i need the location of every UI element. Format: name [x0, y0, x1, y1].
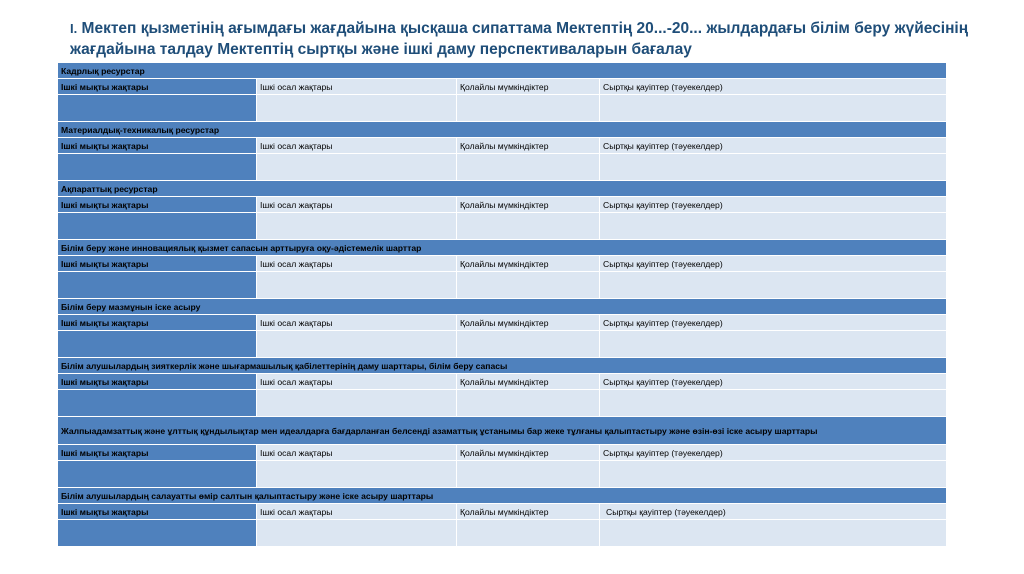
column-header: Сыртқы қауіптер (тәуекелдер) — [600, 445, 947, 461]
section-title: Жалпыадамзаттық және ұлттық құндылықтар мен идеалдарға бағдарланған белсенді азаматтық ұстанымы бар жеке тұлғаны қалыптастыру және өзін-өзі іске асыру шарттары — [58, 417, 947, 445]
section-row — [58, 240, 947, 256]
column-header: Ішкі мықты жақтары — [58, 197, 257, 213]
column-header: Қолайлы мүмкіндіктер — [457, 445, 600, 461]
entry-row — [58, 272, 947, 299]
entry-cell[interactable] — [58, 390, 257, 417]
entry-cell[interactable] — [457, 390, 600, 417]
page-title — [70, 18, 970, 60]
section-title: Материалдық-техникалық ресурстар — [58, 122, 947, 138]
entry-cell[interactable] — [457, 154, 600, 181]
column-header: Қолайлы мүмкіндіктер — [457, 138, 600, 154]
entry-cell[interactable] — [600, 331, 947, 358]
title-text: Мектеп қызметінің ағымдағы жағдайына қысқаша сипаттама Мектептің 20...-20... жылдардағы білім беру жүйесінің жағдайына талдау Мектептің сыртқы және ішкі даму перспективаларын бағалау — [70, 20, 969, 58]
entry-row — [58, 331, 947, 358]
column-header: Сыртқы қауіптер (тәуекелдер) — [600, 374, 947, 390]
entry-row — [58, 154, 947, 181]
entry-cell[interactable] — [58, 95, 257, 122]
entry-cell[interactable] — [58, 272, 257, 299]
section-row — [58, 299, 947, 315]
column-header-row — [58, 197, 947, 213]
title-roman-numeral: I. — [70, 21, 78, 36]
entry-cell[interactable] — [457, 272, 600, 299]
column-header: Ішкі осал жақтары — [257, 504, 457, 520]
entry-cell[interactable] — [457, 95, 600, 122]
column-header-row — [58, 504, 947, 520]
column-header-row — [58, 445, 947, 461]
column-header: Қолайлы мүмкіндіктер — [457, 79, 600, 95]
section-row — [58, 122, 947, 138]
entry-cell[interactable] — [58, 461, 257, 488]
column-header: Ішкі осал жақтары — [257, 79, 457, 95]
column-header: Ішкі осал жақтары — [257, 256, 457, 272]
section-title: Кадрлық ресурстар — [58, 63, 947, 79]
column-header: Қолайлы мүмкіндіктер — [457, 256, 600, 272]
column-header: Ішкі мықты жақтары — [58, 256, 257, 272]
section-title: Білім беру мазмұнын іске асыру — [58, 299, 947, 315]
swot-table-body — [58, 63, 947, 547]
entry-cell[interactable] — [600, 461, 947, 488]
column-header: Қолайлы мүмкіндіктер — [457, 315, 600, 331]
column-header: Ішкі осал жақтары — [257, 315, 457, 331]
entry-cell[interactable] — [600, 95, 947, 122]
entry-cell[interactable] — [257, 95, 457, 122]
entry-cell[interactable] — [600, 154, 947, 181]
entry-cell[interactable] — [58, 520, 257, 547]
entry-row — [58, 390, 947, 417]
column-header: Ішкі мықты жақтары — [58, 79, 257, 95]
entry-cell[interactable] — [457, 213, 600, 240]
column-header-row — [58, 315, 947, 331]
column-header: Ішкі осал жақтары — [257, 445, 457, 461]
section-row — [58, 358, 947, 374]
entry-cell[interactable] — [600, 213, 947, 240]
column-header: Ішкі мықты жақтары — [58, 504, 257, 520]
column-header: Қолайлы мүмкіндіктер — [457, 374, 600, 390]
section-title: Ақпараттық ресурстар — [58, 181, 947, 197]
column-header: Қолайлы мүмкіндіктер — [457, 197, 600, 213]
entry-cell[interactable] — [257, 390, 457, 417]
section-title: Білім алушылардың зияткерлік және шығармашылық қабілеттерінің даму шарттары, білім беру сапасы — [58, 358, 947, 374]
column-header: Сыртқы қауіптер (тәуекелдер) — [600, 79, 947, 95]
entry-cell[interactable] — [600, 272, 947, 299]
entry-row — [58, 461, 947, 488]
entry-cell[interactable] — [58, 331, 257, 358]
entry-cell[interactable] — [58, 213, 257, 240]
entry-cell[interactable] — [257, 331, 457, 358]
section-title: Білім беру және инновациялық қызмет сапасын арттыруға оқу-әдістемелік шарттар — [58, 240, 947, 256]
column-header: Ішкі осал жақтары — [257, 197, 457, 213]
entry-row — [58, 213, 947, 240]
column-header-row — [58, 79, 947, 95]
column-header: Сыртқы қауіптер (тәуекелдер) — [600, 256, 947, 272]
column-header: Сыртқы қауіптер (тәуекелдер) — [600, 315, 947, 331]
column-header: Ішкі мықты жақтары — [58, 445, 257, 461]
entry-cell[interactable] — [58, 154, 257, 181]
entry-cell[interactable] — [257, 213, 457, 240]
swot-table — [57, 62, 947, 547]
entry-row — [58, 520, 947, 547]
column-header: Сыртқы қауіптер (тәуекелдер) — [600, 197, 947, 213]
entry-row — [58, 95, 947, 122]
column-header: Қолайлы мүмкіндіктер — [457, 504, 600, 520]
entry-cell[interactable] — [257, 154, 457, 181]
column-header: Ішкі мықты жақтары — [58, 315, 257, 331]
section-title: Білім алушылардың салауатты өмір салтын қалыптастыру және іске асыру шарттары — [58, 488, 947, 504]
section-row — [58, 488, 947, 504]
entry-cell[interactable] — [600, 390, 947, 417]
section-row — [58, 181, 947, 197]
section-row — [58, 417, 947, 445]
entry-cell[interactable] — [457, 461, 600, 488]
column-header: Сыртқы қауіптер (тәуекелдер) — [600, 138, 947, 154]
column-header-row — [58, 256, 947, 272]
column-header: Ішкі мықты жақтары — [58, 138, 257, 154]
column-header: Сыртқы қауіптер (тәуекелдер) — [600, 504, 947, 520]
column-header-row — [58, 374, 947, 390]
column-header-row — [58, 138, 947, 154]
entry-cell[interactable] — [600, 520, 947, 547]
section-row — [58, 63, 947, 79]
entry-cell[interactable] — [257, 272, 457, 299]
entry-cell[interactable] — [457, 520, 600, 547]
entry-cell[interactable] — [257, 461, 457, 488]
column-header: Ішкі осал жақтары — [257, 138, 457, 154]
entry-cell[interactable] — [257, 520, 457, 547]
column-header: Ішкі осал жақтары — [257, 374, 457, 390]
entry-cell[interactable] — [457, 331, 600, 358]
column-header: Ішкі мықты жақтары — [58, 374, 257, 390]
